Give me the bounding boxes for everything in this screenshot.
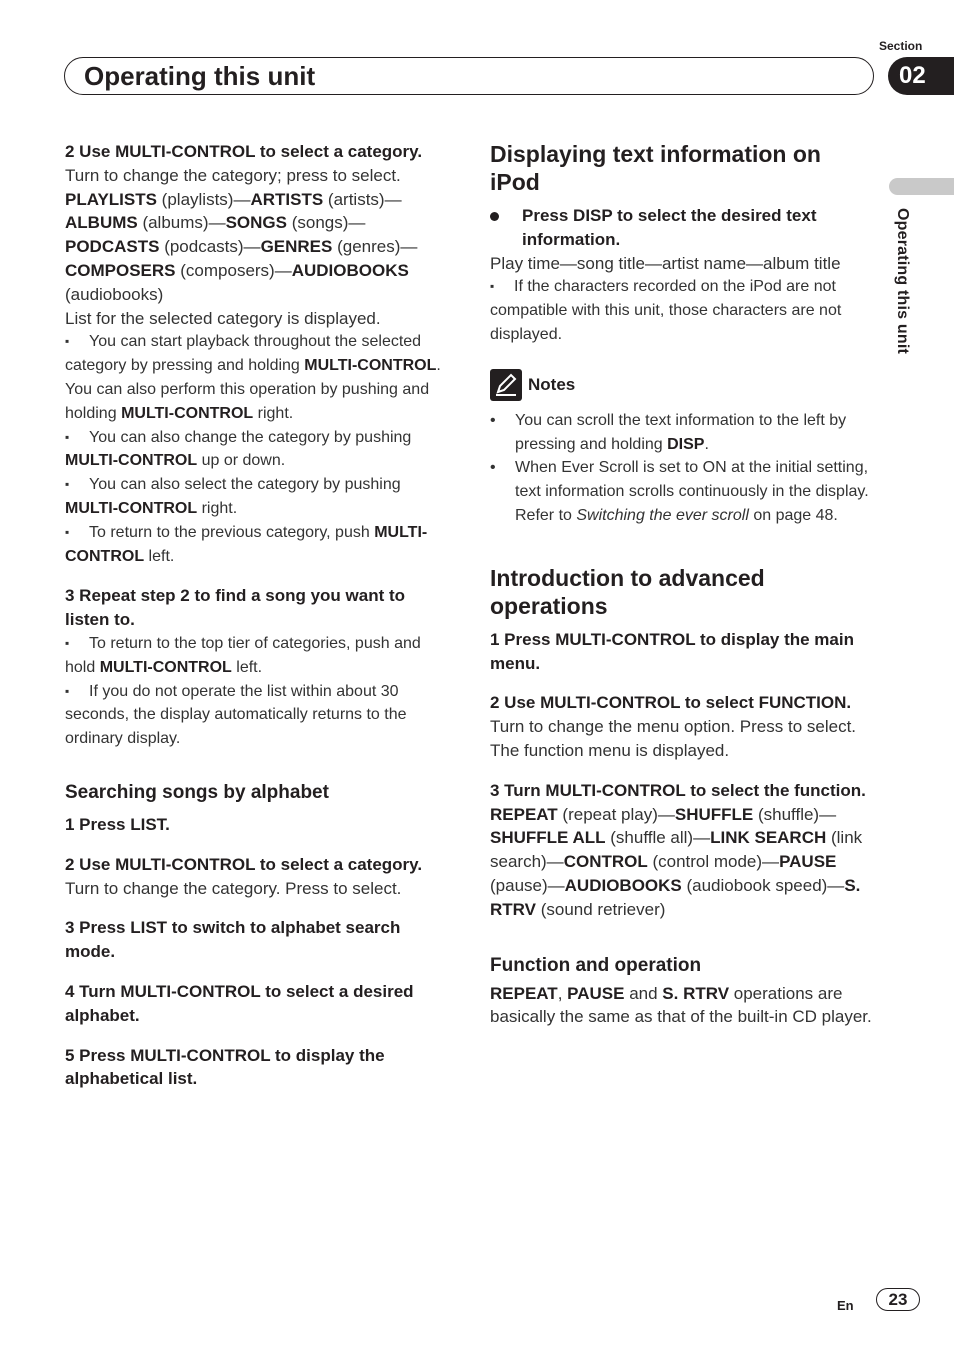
category-desc: (artists)— [323, 189, 402, 209]
step-3: 3 Repeat step 2 to find a song you want to listen to. [65, 586, 406, 630]
function-key: CONTROL [563, 852, 648, 872]
heading-advanced: Introduction to advanced operations [490, 564, 765, 619]
category-key: SONGS [225, 213, 287, 233]
function-desc: (repeat play)— [557, 804, 675, 824]
step-2: 2 Use MULTI-CONTROL to select a category. [65, 142, 423, 161]
category-key: AUDIOBOOKS [291, 260, 409, 280]
category-desc: (podcasts)— [159, 237, 261, 257]
disp-step: Press DISP to select the desired text information. [490, 204, 874, 252]
pencil-icon [490, 369, 522, 401]
category-list [65, 188, 451, 307]
note-6: ▪ If you do not operate the list within about 30 seconds, the display automatically returns to the ordinary display. [65, 680, 451, 751]
function-key: AUDIOBOOKS [564, 875, 682, 895]
function-desc: (sound retriever) [535, 899, 666, 919]
section-number: 02 [888, 57, 954, 95]
adv-step-2-body: Turn to change the menu option. Press to select. [490, 717, 857, 737]
note-2: ▪ You can also change the category by pushing MULTI-CONTROL up or down. [65, 426, 451, 474]
function-body: REPEAT, PAUSE and S. RTRV operations are basically the same as that of the built-in CD player. [490, 983, 872, 1027]
function-desc: (link search)— [490, 828, 863, 872]
alpha-step-1: 1 Press LIST. [65, 814, 170, 834]
note-item: • You can scroll the text information to the left by pressing and holding DISP. [490, 409, 874, 457]
category-desc: (audiobooks) [65, 284, 164, 304]
disp-body: Play time—song title—artist name—album title [490, 253, 841, 273]
notes-heading [490, 369, 874, 401]
disp-note: ▪ If the characters recorded on the iPod are not compatible with this unit, those characters are not displayed. [490, 275, 874, 346]
function-key: S. RTRV [490, 875, 861, 919]
heading-alphabet: Searching songs by alphabet [65, 781, 329, 803]
function-key: LINK SEARCH [710, 828, 827, 848]
category-key: GENRES [260, 237, 333, 257]
category-key: ARTISTS [250, 189, 324, 209]
footer-language: En [837, 1298, 854, 1313]
note-1: ▪ You can start playback throughout the selected category by pressing and holding MULTI-CONTROL. You can also perform this operation by pushing and holding MULTI-CONTROL right. [65, 330, 451, 425]
category-desc: (composers)— [175, 260, 292, 280]
section-label: Section [879, 39, 923, 53]
step-2-result: List for the selected category is displayed. [65, 308, 381, 328]
alpha-step-4: 4 Turn MULTI-CONTROL to select a desired alphabet. [65, 981, 414, 1025]
side-tab-text: Operating this unit [894, 208, 911, 355]
category-key: PODCASTS [65, 237, 160, 257]
category-desc: (playlists)— [156, 189, 251, 209]
side-tab [889, 178, 954, 195]
function-desc: (audiobook speed)— [681, 875, 845, 895]
function-list [490, 803, 874, 922]
note-4: ▪ To return to the previous category, push MULTI-CONTROL left. [65, 521, 451, 569]
category-desc: (genres)— [332, 237, 418, 257]
notes-label: Notes [528, 374, 576, 394]
function-key: PAUSE [779, 852, 837, 872]
category-key: ALBUMS [65, 213, 138, 233]
step-2-body: Turn to change the category; press to select. [65, 165, 401, 185]
category-desc: (songs)— [286, 213, 366, 233]
alpha-step-3: 3 Press LIST to switch to alphabet search mode. [65, 918, 401, 962]
left-column [65, 140, 451, 1091]
category-desc: (albums)— [137, 213, 226, 233]
category-key: COMPOSERS [65, 260, 176, 280]
page-number: 23 [876, 1288, 920, 1311]
function-key: SHUFFLE ALL [490, 828, 606, 848]
alpha-step-2-body: Turn to change the category. Press to select. [65, 878, 402, 898]
function-desc: (shuffle all)— [605, 828, 711, 848]
heading-display-text: Displaying text information on iPod [490, 141, 821, 195]
heading-function: Function and operation [490, 954, 702, 976]
note-5: ▪ To return to the top tier of categories, push and hold MULTI-CONTROL left. [65, 632, 451, 680]
function-desc: (control mode)— [647, 852, 780, 872]
note-item: • When Ever Scroll is set to ON at the initial setting, text information scrolls continuously in the display. Refer to Switching the ever scroll on page 48. [490, 456, 874, 527]
function-key: SHUFFLE [674, 804, 754, 824]
function-desc: (shuffle)— [753, 804, 837, 824]
function-key: REPEAT [490, 804, 558, 824]
alpha-step-5: 5 Press MULTI-CONTROL to display the alphabetical list. [65, 1045, 385, 1089]
note-3: ▪ You can also select the category by pushing MULTI-CONTROL right. [65, 473, 451, 521]
category-key: PLAYLISTS [65, 189, 157, 209]
adv-step-3: 3 Turn MULTI-CONTROL to select the function. [490, 780, 866, 800]
adv-step-2-result: The function menu is displayed. [490, 740, 730, 760]
alpha-step-2: 2 Use MULTI-CONTROL to select a category. [65, 854, 423, 874]
function-desc: (pause)— [490, 875, 565, 895]
notes-list [490, 409, 874, 528]
page-title: Operating this unit [84, 61, 316, 91]
adv-step-2: 2 Use MULTI-CONTROL to select FUNCTION. [490, 693, 852, 713]
right-column [490, 140, 874, 1029]
adv-step-1: 1 Press MULTI-CONTROL to display the main menu. [490, 629, 854, 673]
